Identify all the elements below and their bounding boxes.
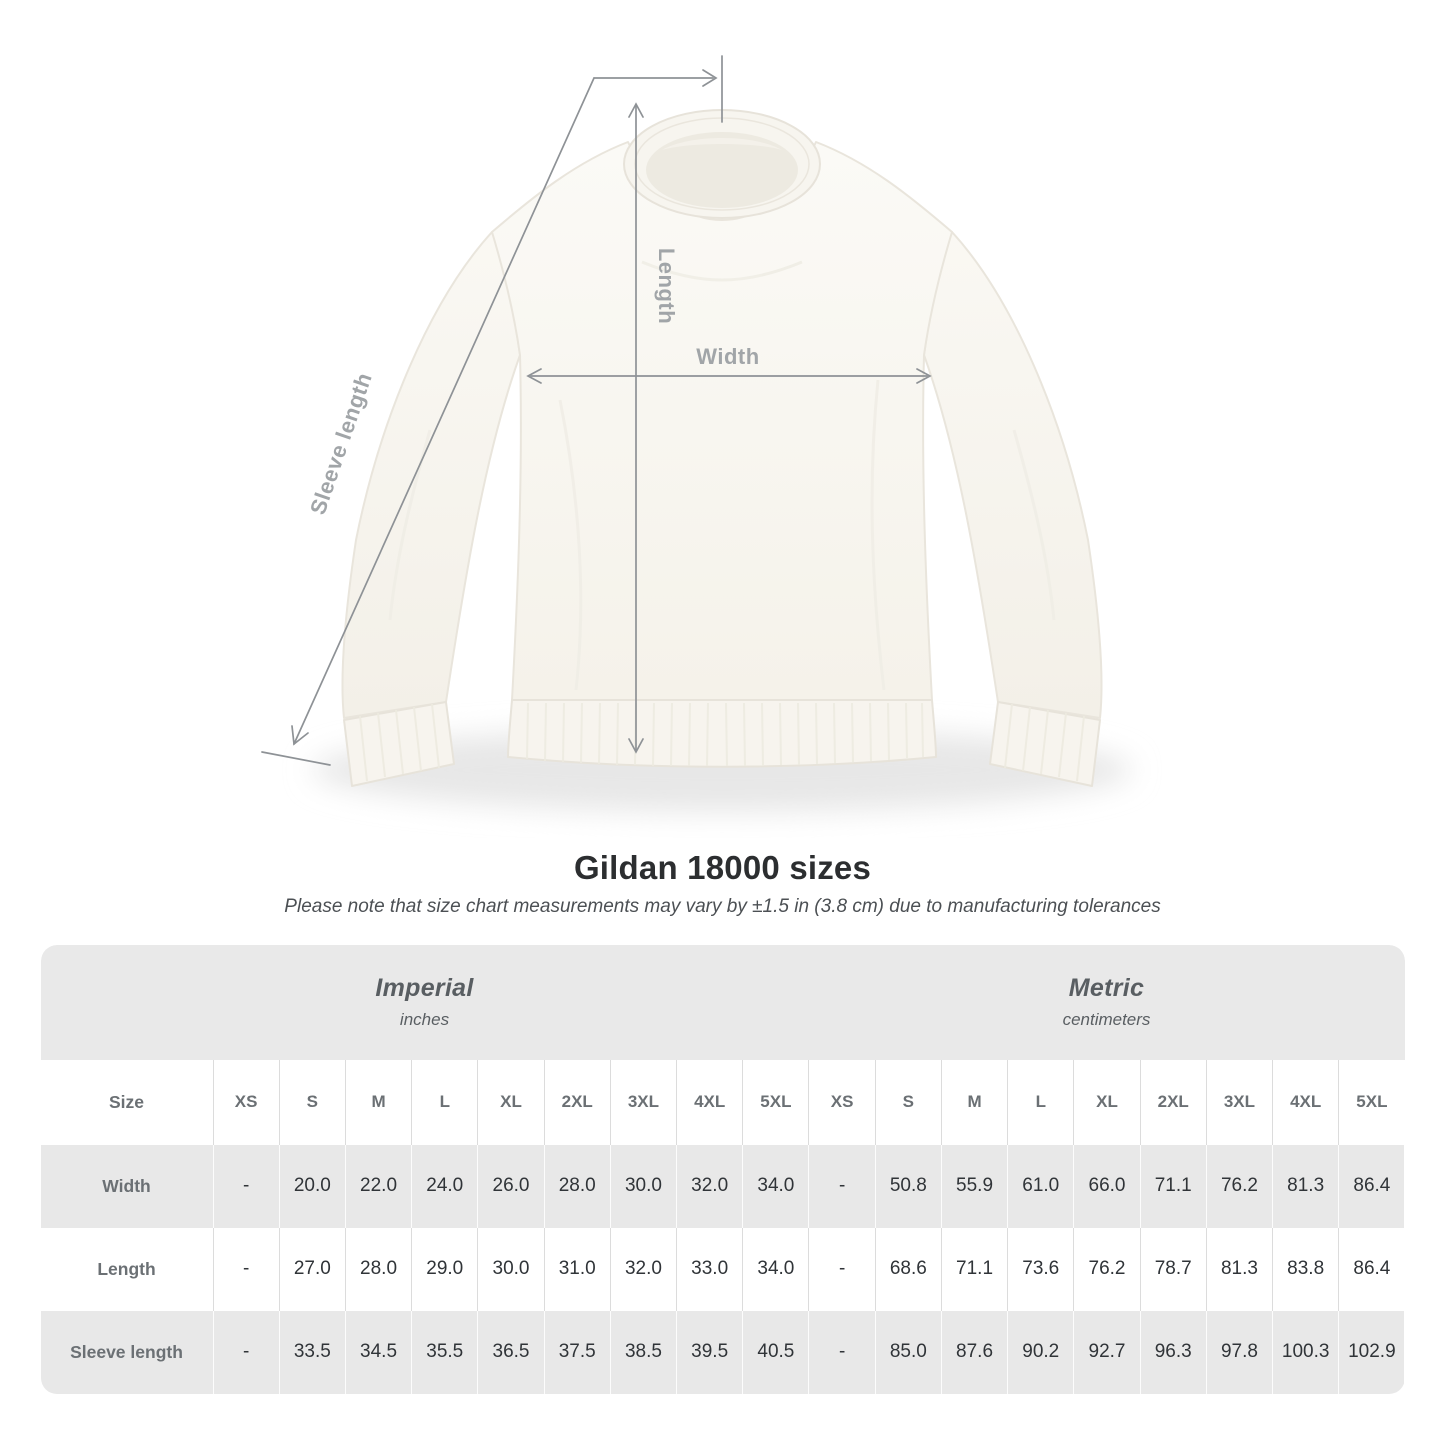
metric-value-cell: -: [808, 1311, 874, 1394]
sweatshirt-body: [492, 142, 952, 700]
metric-value-cell: 90.2: [1007, 1311, 1073, 1394]
metric-size-column-header: 3XL: [1206, 1060, 1272, 1145]
imperial-size-column-header: 4XL: [676, 1060, 742, 1145]
metric-value-cell: 85.0: [875, 1311, 941, 1394]
imperial-size-column-header: S: [279, 1060, 345, 1145]
metric-value-cell: 92.7: [1073, 1311, 1139, 1394]
metric-value-cell: 81.3: [1272, 1145, 1338, 1228]
metric-value-cell: -: [808, 1145, 874, 1228]
metric-value-cell: 61.0: [1007, 1145, 1073, 1228]
metric-size-column-header: 5XL: [1338, 1060, 1404, 1145]
imperial-value-cell: -: [213, 1311, 279, 1394]
imperial-value-cell: 35.5: [411, 1311, 477, 1394]
imperial-value-cell: -: [213, 1145, 279, 1228]
imperial-size-column-header: XS: [213, 1060, 279, 1145]
imperial-value-cell: 28.0: [345, 1228, 411, 1311]
length-label: Length: [654, 247, 679, 325]
metric-size-column-header: XL: [1073, 1060, 1139, 1145]
metric-header: [809, 945, 1405, 1060]
imperial-value-cell: 34.5: [345, 1311, 411, 1394]
imperial-size-column-header: 5XL: [742, 1060, 808, 1145]
measurement-row-label: Width: [41, 1145, 213, 1228]
size-header-cell: Size: [41, 1060, 213, 1145]
imperial-value-cell: 30.0: [610, 1145, 676, 1228]
metric-value-cell: 83.8: [1272, 1228, 1338, 1311]
imperial-value-cell: 32.0: [676, 1145, 742, 1228]
metric-value-cell: 96.3: [1140, 1311, 1206, 1394]
imperial-value-cell: 26.0: [477, 1145, 543, 1228]
size-grid: [41, 1060, 1405, 1394]
metric-value-cell: 86.4: [1338, 1228, 1404, 1311]
imperial-title: Imperial: [375, 974, 474, 1003]
left-sleeve: [343, 232, 521, 718]
metric-value-cell: 66.0: [1073, 1145, 1139, 1228]
imperial-value-cell: 24.0: [411, 1145, 477, 1228]
imperial-size-column-header: L: [411, 1060, 477, 1145]
metric-value-cell: 71.1: [1140, 1145, 1206, 1228]
metric-size-column-header: S: [875, 1060, 941, 1145]
imperial-value-cell: 22.0: [345, 1145, 411, 1228]
metric-unit: centimeters: [1062, 1010, 1151, 1030]
measurement-row-label: Sleeve length: [41, 1311, 213, 1394]
metric-value-cell: 97.8: [1206, 1311, 1272, 1394]
metric-size-column-header: 2XL: [1140, 1060, 1206, 1145]
imperial-value-cell: 32.0: [610, 1228, 676, 1311]
imperial-value-cell: -: [213, 1228, 279, 1311]
imperial-value-cell: 37.5: [544, 1311, 610, 1394]
imperial-value-cell: 34.0: [742, 1228, 808, 1311]
imperial-value-cell: 40.5: [742, 1311, 808, 1394]
size-table: [41, 945, 1405, 1394]
imperial-value-cell: 31.0: [544, 1228, 610, 1311]
title-block: [0, 850, 1445, 918]
imperial-value-cell: 28.0: [544, 1145, 610, 1228]
imperial-value-cell: 20.0: [279, 1145, 345, 1228]
metric-value-cell: 50.8: [875, 1145, 941, 1228]
imperial-size-column-header: M: [345, 1060, 411, 1145]
imperial-size-column-header: 3XL: [610, 1060, 676, 1145]
imperial-value-cell: 33.0: [676, 1228, 742, 1311]
imperial-value-cell: 29.0: [411, 1228, 477, 1311]
metric-value-cell: 102.9: [1338, 1311, 1404, 1394]
imperial-value-cell: 34.0: [742, 1145, 808, 1228]
imperial-value-cell: 33.5: [279, 1311, 345, 1394]
page-title: Gildan 18000 sizes: [573, 849, 872, 886]
unit-header-band: [41, 945, 1405, 1060]
metric-value-cell: -: [808, 1228, 874, 1311]
waistband: [508, 700, 936, 767]
metric-size-column-header: 4XL: [1272, 1060, 1338, 1145]
tolerance-note: Please note that size chart measurements may vary by ±1.5 in (3.8 cm) due to manufacturing tolerances: [284, 895, 1161, 917]
imperial-value-cell: 27.0: [279, 1228, 345, 1311]
imperial-size-column-header: 2XL: [544, 1060, 610, 1145]
metric-value-cell: 76.2: [1073, 1228, 1139, 1311]
imperial-value-cell: 39.5: [676, 1311, 742, 1394]
metric-title: Metric: [1068, 974, 1145, 1003]
metric-value-cell: 71.1: [941, 1228, 1007, 1311]
metric-value-cell: 86.4: [1338, 1145, 1404, 1228]
metric-value-cell: 78.7: [1140, 1228, 1206, 1311]
metric-value-cell: 87.6: [941, 1311, 1007, 1394]
sleeve-length-label: Sleeve length: [304, 369, 377, 518]
imperial-unit: inches: [399, 1010, 450, 1030]
imperial-size-column-header: XL: [477, 1060, 543, 1145]
width-label: Width: [696, 344, 760, 369]
measurement-row-label: Length: [41, 1228, 213, 1311]
metric-value-cell: 76.2: [1206, 1145, 1272, 1228]
metric-size-column-header: L: [1007, 1060, 1073, 1145]
imperial-value-cell: 38.5: [610, 1311, 676, 1394]
right-sleeve: [924, 232, 1102, 718]
metric-size-column-header: M: [941, 1060, 1007, 1145]
collar: [624, 110, 820, 218]
metric-value-cell: 81.3: [1206, 1228, 1272, 1311]
sleeve-end-tick: [262, 752, 330, 765]
imperial-value-cell: 30.0: [477, 1228, 543, 1311]
metric-value-cell: 73.6: [1007, 1228, 1073, 1311]
metric-value-cell: 68.6: [875, 1228, 941, 1311]
metric-value-cell: 55.9: [941, 1145, 1007, 1228]
imperial-value-cell: 36.5: [477, 1311, 543, 1394]
imperial-header: [41, 945, 809, 1060]
sweatshirt-illustration: [343, 110, 1102, 786]
metric-size-column-header: XS: [808, 1060, 874, 1145]
metric-value-cell: 100.3: [1272, 1311, 1338, 1394]
